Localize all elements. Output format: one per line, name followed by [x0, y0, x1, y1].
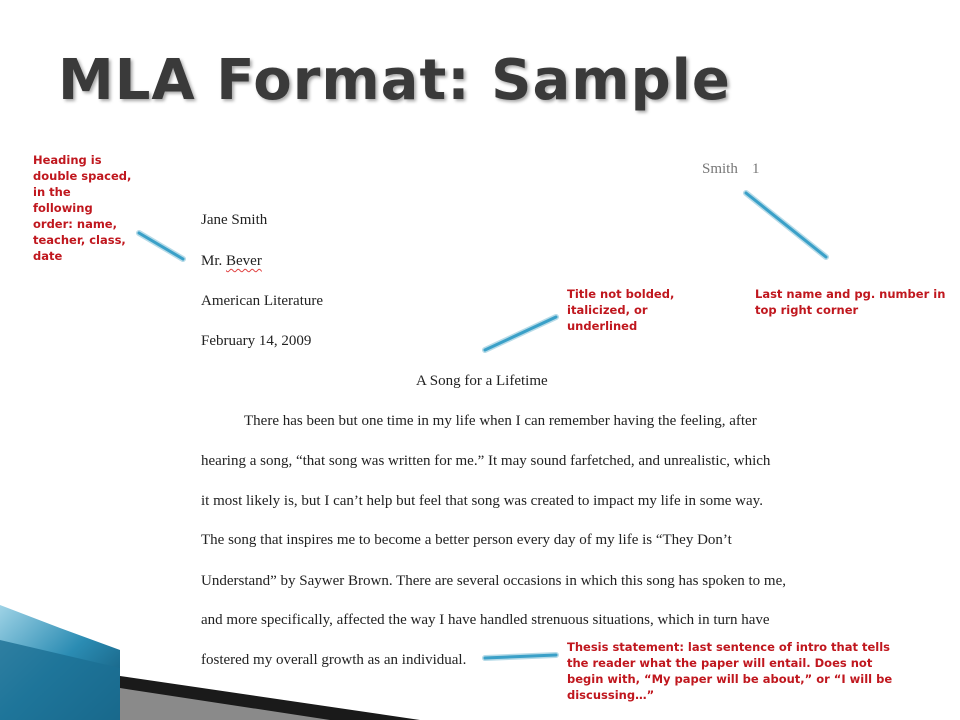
- heading-teacher-surname: Bever: [226, 253, 262, 269]
- header-page-number: 1: [752, 161, 760, 177]
- heading-teacher-prefix: Mr.: [201, 253, 227, 269]
- body-line-3: it most likely is, but I can’t help but feel that song was created to impact my life in some way.: [201, 493, 763, 509]
- page-number-annotation: Last name and pg. number in top right corner: [755, 287, 946, 317]
- body-line-4: The song that inspires me to become a better person every day of my life is “They Don’t: [201, 532, 732, 548]
- heading-annotation: Heading is double spaced, in the following order: name, teacher, class, date: [33, 153, 132, 263]
- heading-name: Jane Smith: [201, 212, 268, 228]
- title-annotation: Title not bolded, italicized, or underlined: [567, 287, 675, 333]
- heading-teacher: [201, 253, 262, 270]
- heading-class: American Literature: [201, 293, 324, 309]
- heading-date: February 14, 2009: [201, 333, 312, 349]
- thesis-annotation: Thesis statement: last sentence of intro that tells the reader what the paper will entail. Does not begin with, “My paper will be about,” or “I will be discussing…”: [567, 640, 893, 702]
- body-line-2: hearing a song, “that song was written for me.” It may sound farfetched, and unrealistic, which: [201, 453, 771, 469]
- essay-title: A Song for a Lifetime: [416, 373, 548, 389]
- header-last-name: Smith: [702, 161, 738, 177]
- body-line-6: and more specifically, affected the way I have handled strenuous situations, which in turn have: [201, 612, 770, 628]
- body-line-5: Understand” by Saywer Brown. There are several occasions in which this song has spoken to me,: [201, 573, 786, 589]
- body-line-1: There has been but one time in my life when I can remember having the feeling, after: [244, 413, 757, 429]
- body-line-7: fostered my overall growth as an individual.: [201, 652, 467, 668]
- slide-title: MLA Format: Sample: [58, 48, 731, 113]
